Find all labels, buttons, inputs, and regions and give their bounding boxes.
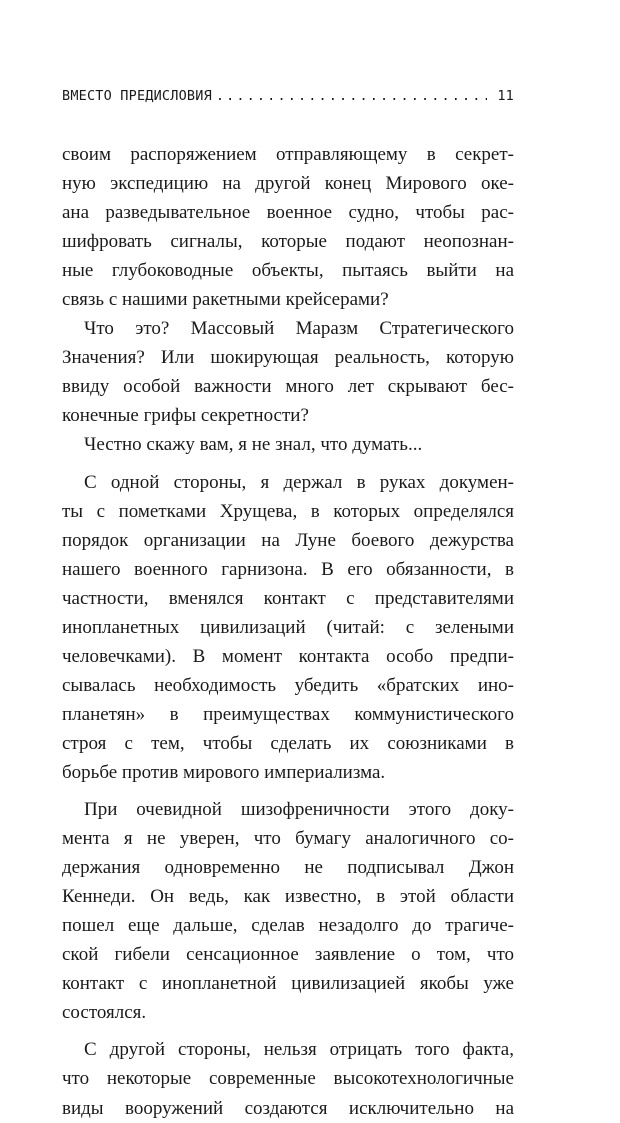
text-line: Что это? Массовый Маразм Стратегического [84, 318, 514, 340]
paragraph [62, 795, 514, 1027]
text-line: планетян» в преимуществах коммунистического [62, 703, 514, 725]
text-line: строя с тем, чтобы сделать их союзниками в [62, 732, 514, 754]
text-line: борьбе против мирового империализма. [62, 761, 386, 783]
text-line: ввиду особой важности много лет скрывают бес- [62, 376, 514, 398]
text-line: состоялся. [62, 1002, 147, 1024]
text-line: С одной стороны, я держал в руках докумен- [84, 471, 514, 493]
text-line: С другой стороны, нельзя отрицать того факта, [84, 1039, 514, 1061]
paragraph [62, 468, 514, 788]
text-line: инопланетных цивилизаций (читай: с зелеными [62, 616, 514, 638]
text-line: Кеннеди. Он ведь, как известно, в этой области [62, 886, 514, 908]
text-line: пошел еще дальше, сделав незадолго до трагиче- [62, 915, 514, 937]
running-head-title: ВМЕСТО ПРЕДИСЛОВИЯ [62, 88, 212, 104]
text-line: ную экспедицию на другой конец Мирового оке- [62, 173, 514, 195]
text-line: Значения? Или шокирующая реальность, которую [62, 347, 514, 369]
text-line: контакт с инопланетной цивилизацией якобы уже [62, 973, 514, 995]
leader-dots [216, 88, 487, 104]
text-line: При очевидной шизофреничности этого доку- [84, 799, 514, 821]
text-line: своим распоряжением отправляющему в секрет- [62, 144, 514, 165]
text-line: ана разведывательное военное судно, чтобы рас- [62, 202, 514, 224]
text-line: виды вооружений создаются исключительно на [62, 1097, 514, 1119]
text-line: Честно скажу вам, я не знал, что думать... [84, 434, 423, 456]
text-line: конечные грифы секретности? [62, 405, 309, 427]
body-text [62, 140, 514, 1123]
text-line: ской гибели сенсационное заявление о том, что [62, 944, 514, 966]
text-line: держания одновременно не подписывал Джон [62, 857, 514, 879]
text-line: связь с нашими ракетными крейсерами? [62, 289, 389, 311]
text-line: порядок организации на Луне боевого дежурства [62, 529, 514, 551]
text-line: что некоторые современные высокотехнологичные [62, 1068, 514, 1090]
running-head [62, 88, 514, 104]
paragraph [62, 140, 514, 314]
page-number: 11 [497, 88, 514, 104]
paragraph [62, 314, 514, 430]
text-line: человечками). В момент контакта особо предпи- [62, 645, 514, 667]
paragraph [62, 1035, 514, 1122]
paragraph [62, 430, 514, 459]
text-line: ты с пометками Хрущева, в которых определялся [62, 500, 514, 522]
text-line: нашего военного гарнизона. В его обязанности, в [62, 558, 514, 580]
text-line: ные глубоководные объекты, пытаясь выйти на [62, 260, 514, 282]
text-line: шифровать сигналы, которые подают неопознан- [62, 231, 514, 253]
text-line: частности, вменялся контакт с представителями [62, 587, 514, 609]
text-line: сывалась необходимость убедить «братских ино- [62, 674, 514, 696]
text-line: мента я не уверен, что бумагу аналогичного со- [62, 828, 514, 850]
